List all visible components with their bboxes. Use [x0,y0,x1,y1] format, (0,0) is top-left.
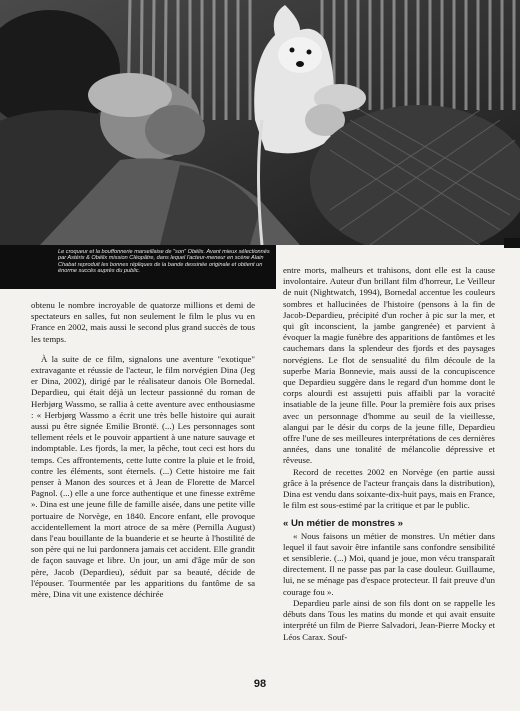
paragraph: Depardieu parle ainsi de son fils dont on se rappelle les débuts dans Tous les matins du monde et qui avait ensuite interprété un film de Pierre Salvadori, Jean-Pierre Mocky et Léos Carax. Souf- [283,597,495,642]
paragraph: entre morts, malheurs et trahisons, dont elle est la cause involontaire. Auteur d'un brillant film d'horreur, Le Veilleur de nuit (Nightwatch, 1994), Bornedal accentue les couleurs sombres et hallucinées de l'histoire (pensons à la fin de Jacob-Depardieu, précipité d'un rocher à pic sur la mer, et qui gît inconscient, la jambe gangrenée) et parvient à évoquer la magie funèbre des apparitions de fantômes et les cauchemars dans la splendeur des fjords et des paysages norvégiens. Le flot de sensualité du film découle de la superbe Maria Bonnevie, mais aussi de la concupiscence que Depardieu suggère dans le regard d'un homme dont le corps alourdi est assujetti puis affaibli par la voracité insatiable de la jeune fille. Pour la première fois aux prises avec un personnage d'homme au seuil de la vieillesse, alangui par le désir du corps de la jeune fille, Depardieu offre l'une de ses meilleures interprétations de ces dernières années, dans une tonalité de mélancolie dépressive et rêveuse. [283,265,495,466]
photograph [0,0,520,245]
page-number: 98 [253,678,267,690]
left-column [31,300,255,600]
paragraph: « Nous faisons un métier de monstres. Un métier dans lequel il faut savoir être infantile sans confondre sensibilité et sensiblerie. (...) Moi, quand je joue, mon vécu transparaît directement. Il ne passe pas par la case douleur. Guillaume, lui, ne se ménage pas d'espace protecteur. Il fait preuve d'un courage fou ». [283,530,495,597]
paragraph: Record de recettes 2002 en Norvège (en partie aussi grâce à la présence de l'acteur français dans la distribution), Dina est vendu dans soixante-dix-huit pays, mais en France, le film est sous-estimé par la critique et par le public. [283,466,495,511]
photo-illustration [0,0,520,245]
paragraph: À la suite de ce film, signalons une aventure "exotique" extravagante et réussie de l'acteur, le film norvégien Dina (Jeg er Dina, 2002), dirigé par le réalisateur danois Ole Bornedal. Depardieu, qui était déjà un lecteur passionné du roman de Herbjørg Wassmo, se rallia à cette aventure avec enthousiasme : « Herbjørg Wassmo a écrit une très belle histoire qui aurait aussi pu être signée Emilie Brontë. (...) Les personnages sont tellement réels et le pouvoir appartient à une nature sauvage et indomptable. Les fjords, la mer, la pêche, tout ceci est hors du temps. Ces affrontements, cette lutte contre la pluie et le froid, contre les éléments, sont éternels. (...) Cette histoire me fait penser à Manon des sources et à Jean de Florette de Marcel Pagnol. (...) elle a une force authentique et une finesse extrême ». Dina est une jeune fille de famille aisée, dans une petite ville portuaire de Norvège, en 1840. Encore enfant, elle provoque accidentellement la mort atroce de sa mère (Pernilla August) dans l'eau bouillante de la buanderie et se heurte à l'hostilité de son père qui ne lui pardonnera jamais cet accident. Elle grandit de façon sauvage et libre. Un jour, un ami d'âge mûr de son père, Jacob (Depardieu), séduit par sa beauté, décide de l'épouser. Tourmentée par les apparitions du fantôme de sa mère, Dina vit une existence déchirée [31,353,255,600]
right-column [283,265,495,643]
paragraph: obtenu le nombre incroyable de quatorze millions et demi de spectateurs en salles, fut non seulement le film le plus vu en France en 2002, mais aussi le second plus grand succès de tous les temps. [31,300,255,344]
photo-caption: Le croqueur et la bouffonnerie marseillaise de "son" Obélix. Avant mieux sélectionnés par Astérix & Obélix mission Cléopâtre, dans lequel l'acteur-meneur en scène Alain Chabat reproduit les bonnes répliques de la bande dessinée originale et obtient un énorme succès auprès du public. [0,245,276,289]
photo-edge-mark [504,238,520,248]
section-heading: « Un métier de monstres » [283,518,403,530]
